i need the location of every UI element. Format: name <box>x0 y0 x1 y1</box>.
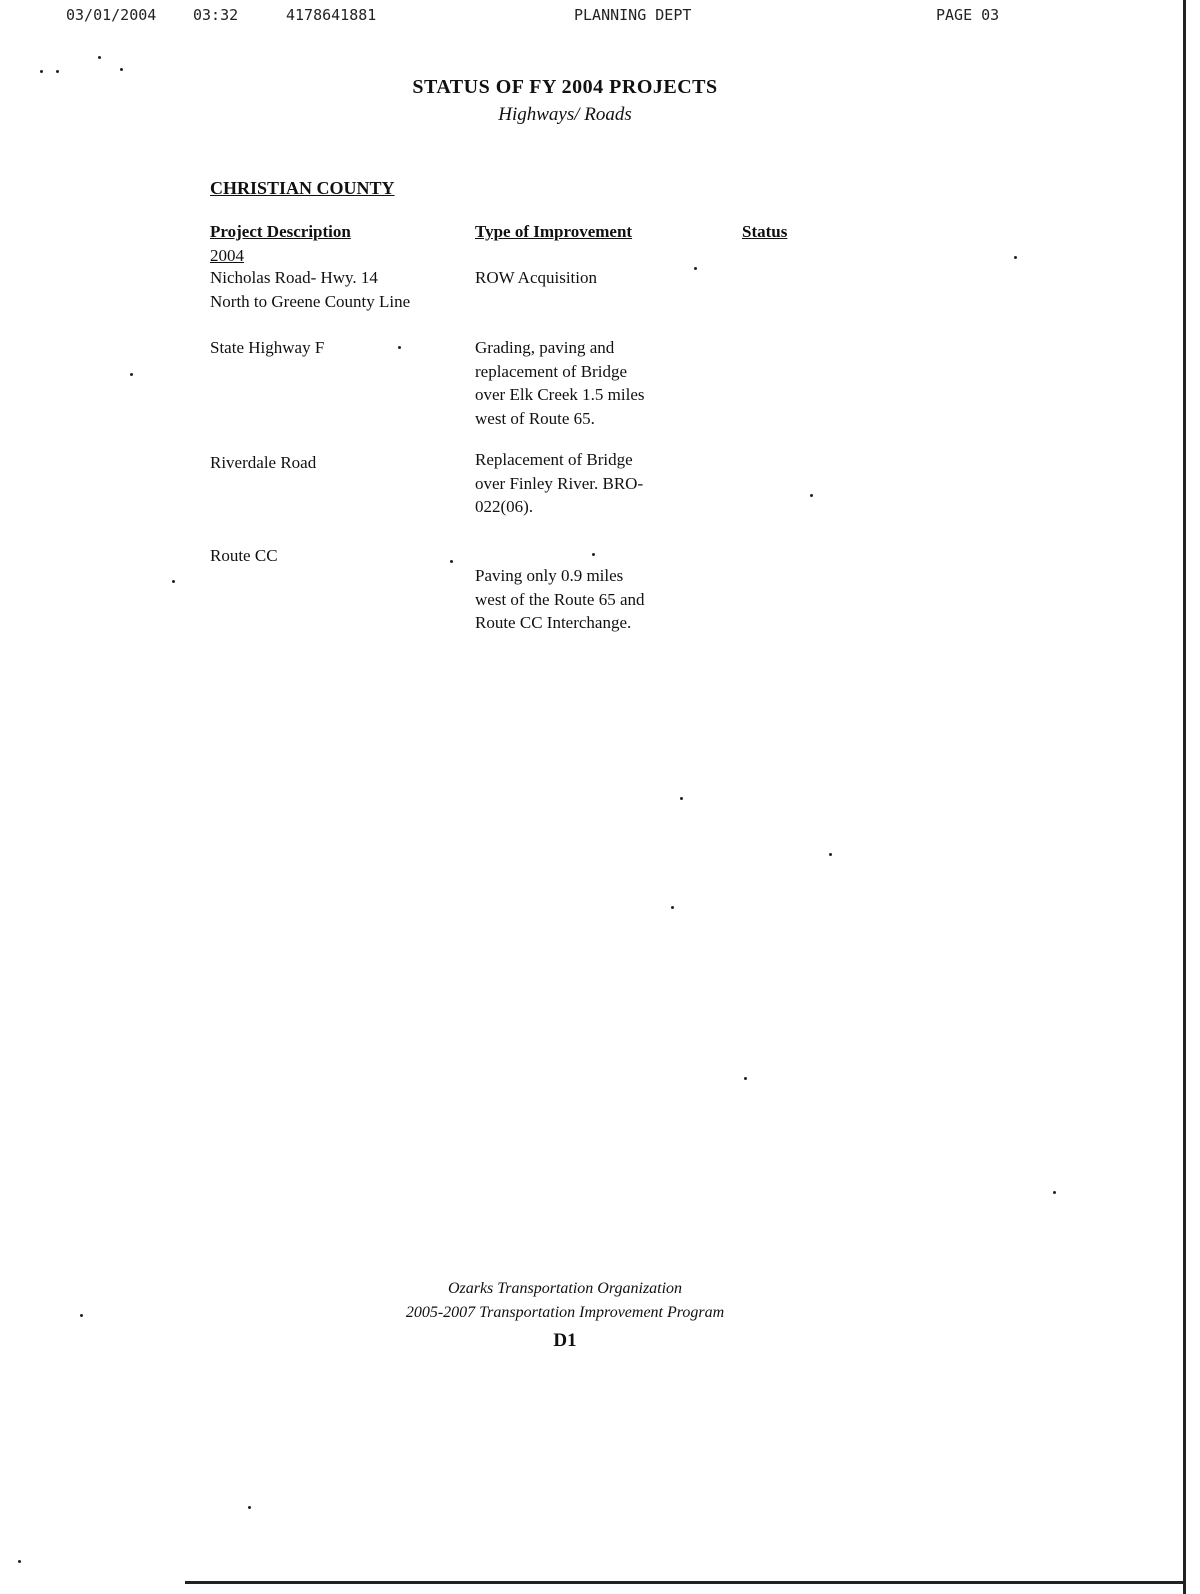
scan-speck <box>98 56 101 59</box>
fax-date: 03/01/2004 <box>66 6 157 24</box>
year-label: 2004 <box>210 246 244 265</box>
scan-speck <box>248 1506 251 1509</box>
project-description <box>210 544 450 568</box>
scan-speck <box>172 580 175 583</box>
improvement-line: replacement of Bridge <box>475 361 627 381</box>
page-title: STATUS OF FY 2004 PROJECTS <box>412 76 718 98</box>
scan-speck <box>671 906 674 909</box>
column-header-status: Status <box>742 222 788 241</box>
fax-header <box>0 6 1200 28</box>
page-edge-line <box>1183 0 1186 1594</box>
project-description-line: Nicholas Road- Hwy. 14 <box>210 268 378 287</box>
page-bottom-line <box>185 1581 1185 1584</box>
fax-department: PLANNING DEPT <box>574 6 692 24</box>
scan-speck <box>398 346 401 349</box>
project-improvement-type <box>475 564 675 635</box>
fax-time: 03:32 <box>193 6 239 24</box>
project-improvement-type <box>475 336 675 430</box>
improvement-line: west of Route 65. <box>475 408 595 428</box>
page-subtitle: Highways/ Roads <box>498 104 632 125</box>
scan-speck <box>130 373 133 376</box>
project-description-line: Route CC <box>210 546 278 565</box>
improvement-line: Route CC Interchange. <box>475 613 632 632</box>
scan-speck <box>694 267 697 270</box>
project-description <box>210 451 450 475</box>
scan-speck <box>40 70 43 73</box>
scan-speck <box>592 553 595 556</box>
project-improvement-type <box>475 266 675 290</box>
project-description <box>210 336 450 360</box>
improvement-line: over Finley River. BRO- <box>475 473 644 493</box>
scan-speck <box>1053 1191 1056 1194</box>
project-description-line: Riverdale Road <box>210 453 317 472</box>
project-description-line: State Highway F <box>210 338 325 357</box>
footer-organization: Ozarks Transportation Organization <box>447 1280 683 1297</box>
improvement-line: Grading, paving and <box>475 338 615 357</box>
scan-speck <box>1014 256 1017 259</box>
project-improvement-type <box>475 448 675 519</box>
improvement-line: over Elk Creek 1.5 miles <box>475 385 645 404</box>
improvement-line: Replacement of Bridge <box>475 450 633 469</box>
scan-speck <box>810 494 813 497</box>
improvement-line: ROW Acquisition <box>475 268 597 287</box>
scan-speck <box>56 70 59 73</box>
column-header-description: Project Description <box>210 222 351 241</box>
footer-program: 2005-2007 Transportation Improvement Program <box>405 1304 725 1321</box>
scan-speck <box>18 1560 21 1563</box>
scan-speck <box>744 1077 747 1080</box>
fax-page: PAGE 03 <box>936 6 1000 24</box>
fax-phone: 4178641881 <box>286 6 377 24</box>
scan-speck <box>450 560 453 563</box>
county-heading: CHRISTIAN COUNTY <box>210 178 395 198</box>
scan-speck <box>680 797 683 800</box>
scan-speck <box>829 853 832 856</box>
project-description-line: North to Greene County Line <box>210 291 411 311</box>
improvement-line: Paving only 0.9 miles <box>475 566 624 585</box>
improvement-line: 022(06). <box>475 497 534 516</box>
scan-speck <box>120 68 123 71</box>
scan-speck <box>80 1314 83 1317</box>
improvement-line: west of the Route 65 and <box>475 589 645 609</box>
project-description <box>210 266 450 313</box>
column-header-type: Type of Improvement <box>475 222 633 241</box>
footer-page-id: D1 <box>553 1330 577 1351</box>
